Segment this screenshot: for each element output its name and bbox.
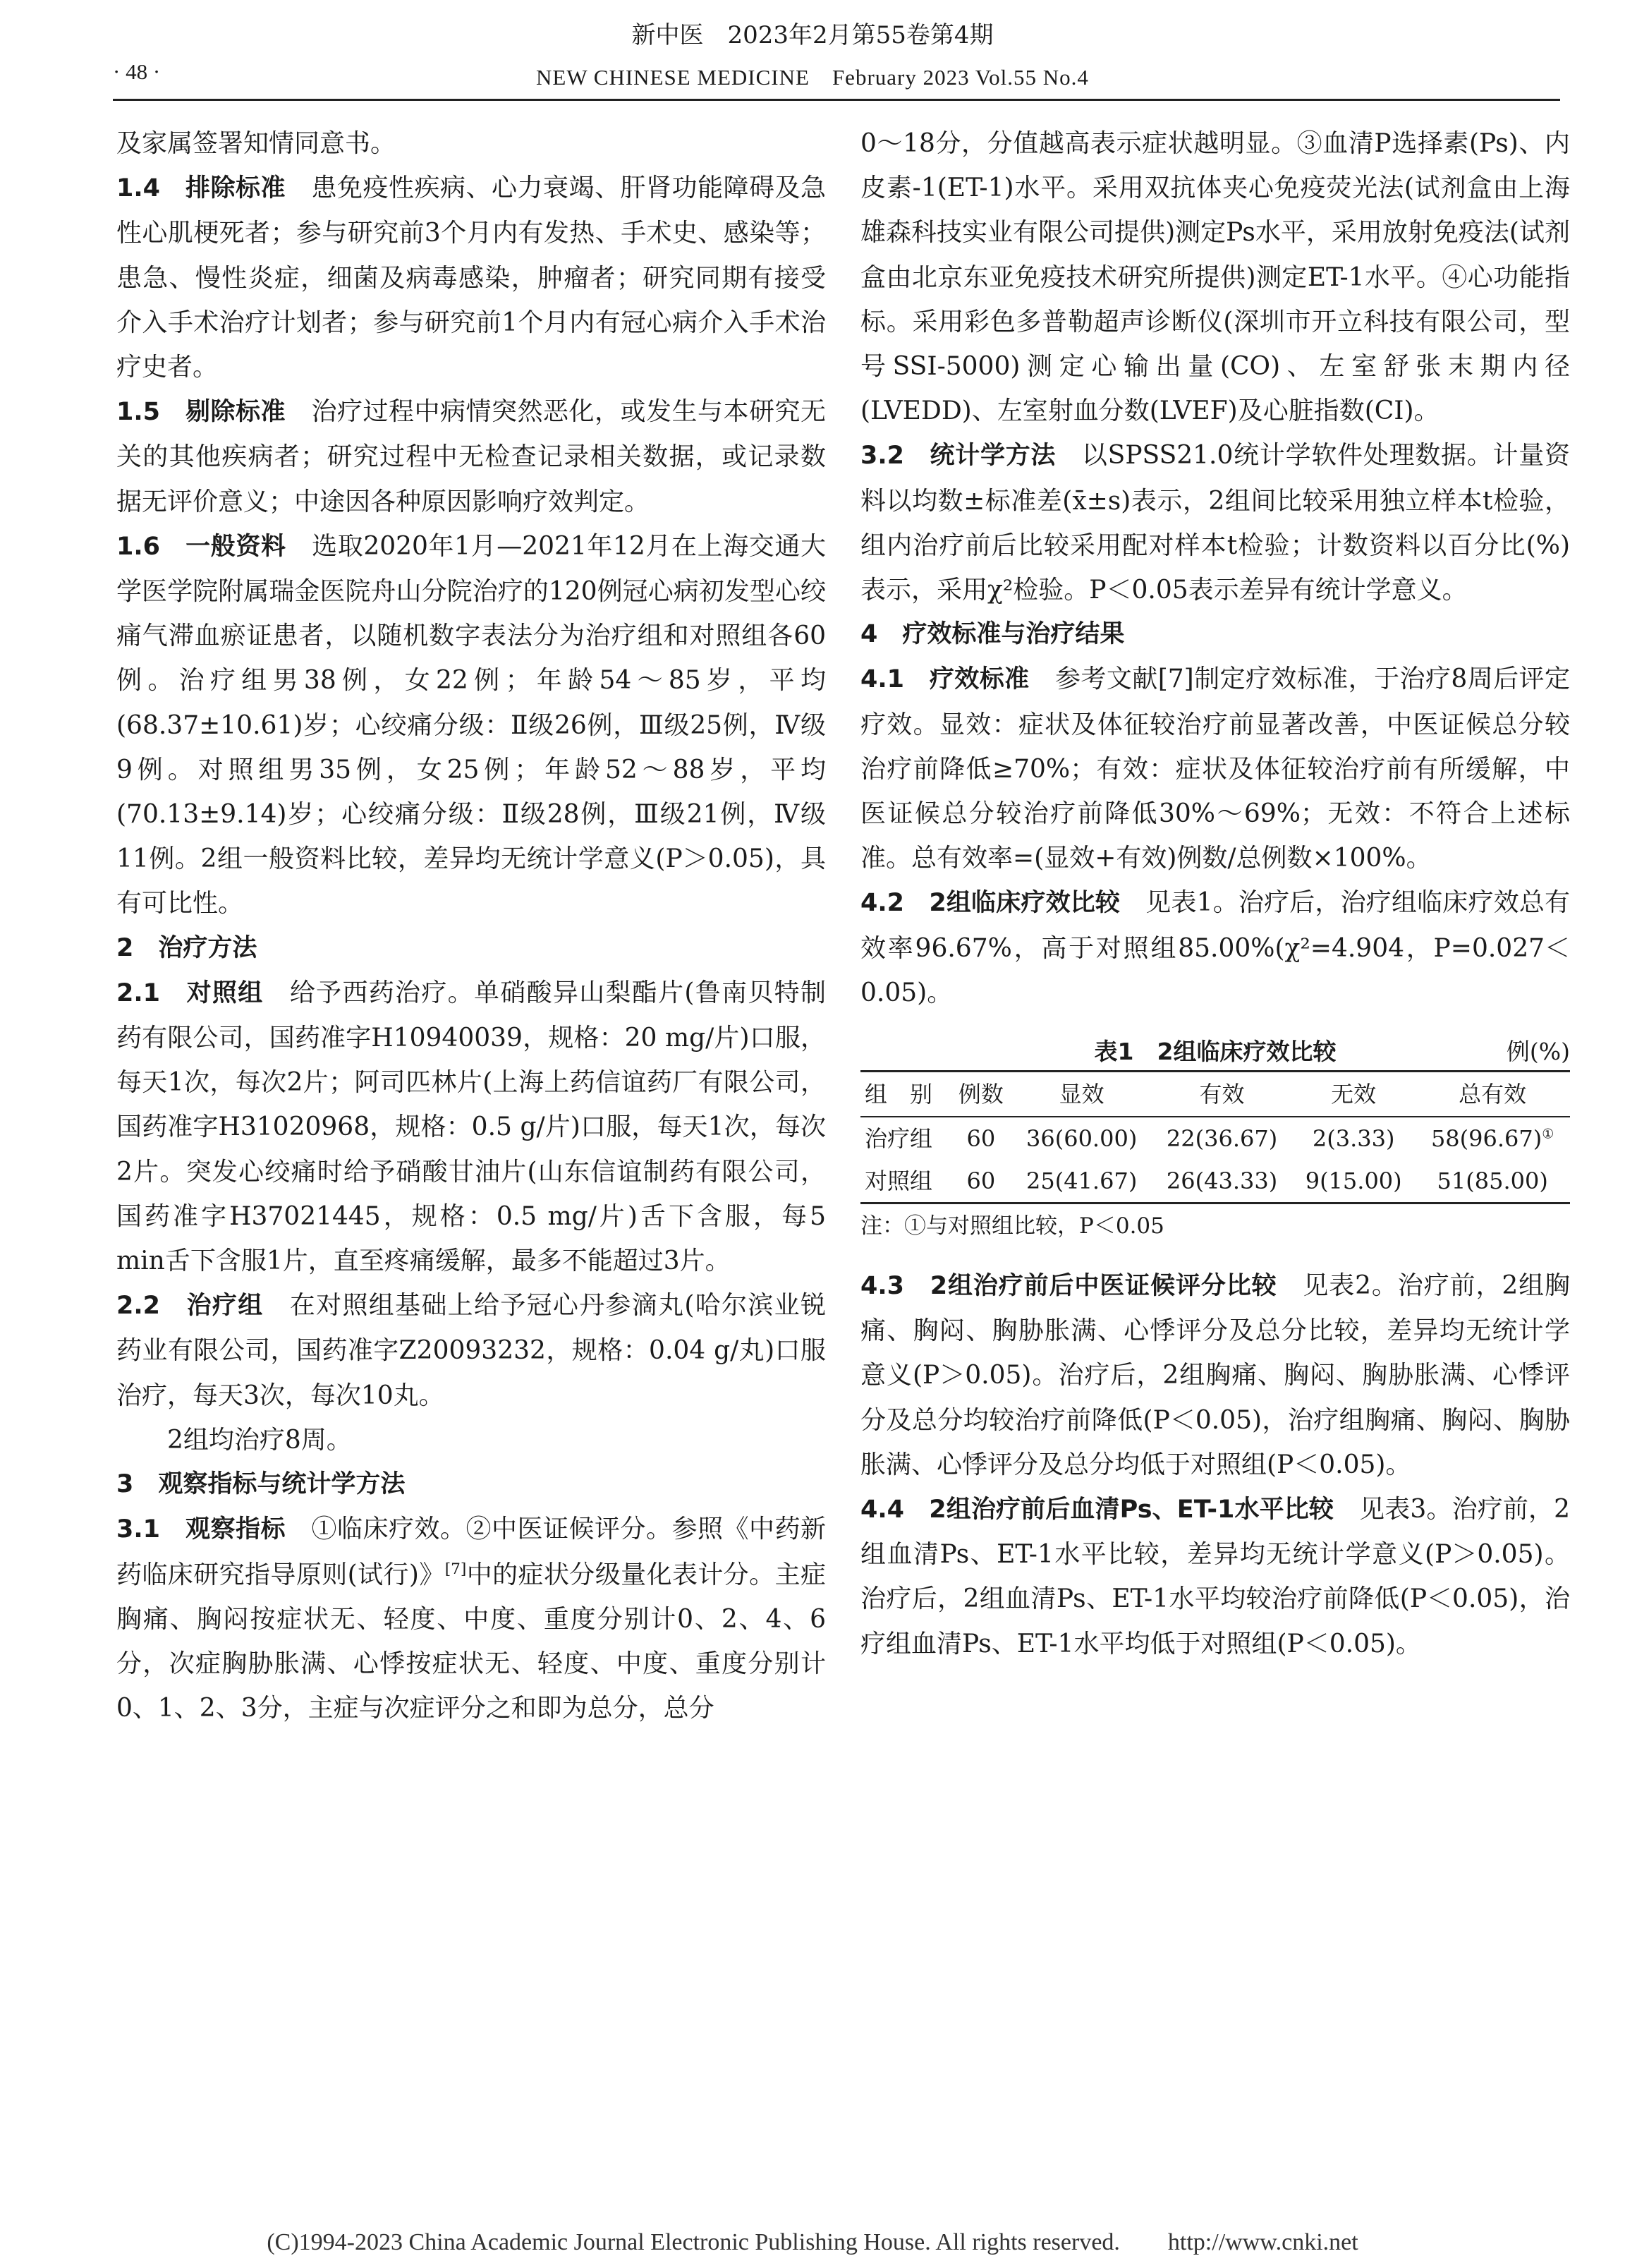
cell: 对照组 bbox=[865, 1168, 933, 1195]
section-heading: 1.5 剔除标准 bbox=[116, 398, 286, 427]
section-heading: 3.1 观察指标 bbox=[116, 1515, 286, 1544]
table-row bbox=[860, 1117, 1570, 1160]
table-row bbox=[860, 1160, 1570, 1203]
header-ineffective: 无效 bbox=[1292, 1072, 1415, 1117]
section-heading: 2.1 对照组 bbox=[116, 978, 264, 1007]
section-1-5 bbox=[116, 389, 826, 524]
header-effective: 有效 bbox=[1152, 1072, 1292, 1117]
section-heading: 2.2 治疗组 bbox=[116, 1292, 264, 1321]
cell: 60 bbox=[966, 1125, 996, 1153]
right-column bbox=[860, 121, 1570, 1666]
header-cases: 例数 bbox=[951, 1072, 1012, 1117]
paragraph: 0～18分，分值越高表示症状越明显。③血清P选择素(Ps)、内皮素-1(ET-1)水平。采用双抗体夹心免疫荧光法(试剂盒由上海雄森科技实业有限公司提供)测定Ps水平，采用放射免疫法(试剂盒由北京东亚免疫技术研究所提供)测定ET-1水平。④心功能指标。采用彩色多普勒超声诊断仪(深圳市开立科技有限公司，型号SSI-5000)测定心输出量(CO)、左室舒张末期内径(LVEDD)、左室射血分数(LVEF)及心脏指数(CI)。 bbox=[860, 129, 1570, 426]
section-2-2 bbox=[116, 1283, 826, 1418]
section-body: 以SPSS21.0统计学软件处理数据。计量资料以均数±标准差(x̄±s)表示，2组间比较采用独立样本t检验，组内治疗前后比较采用配对样本t检验；计数资料以百分比(%)表示，采用χ²检验。P＜0.05表示差异有统计学意义。 bbox=[860, 441, 1570, 605]
header-marked: 显效 bbox=[1011, 1072, 1152, 1117]
section-body: ①临床疗效。②中医证候评分。参照《中药新药临床研究指导原则(试行)》 bbox=[116, 1515, 826, 1589]
section-heading: 1.6 一般资料 bbox=[116, 532, 286, 561]
paragraph: 及家属签署知情同意书。 bbox=[116, 129, 396, 158]
section-heading-2: 2 治疗方法 bbox=[116, 933, 257, 962]
section-3-1 bbox=[116, 1507, 826, 1730]
cell bbox=[1415, 1117, 1570, 1160]
section-heading: 1.4 排除标准 bbox=[116, 174, 286, 203]
cell: 26(43.33) bbox=[1166, 1168, 1278, 1195]
section-body-cont: 中的症状分级量化表计分。主症胸痛、胸闷按症状无、轻度、中度、重度分别计0、2、4、6分，次症胸胁胀满、心悸按症状无、轻度、中度、重度分别计0、1、2、3分，主症与次症评分之和即为总分，总分 bbox=[116, 1560, 826, 1723]
section-heading: 4.4 2组治疗前后血清Ps、ET-1水平比较 bbox=[860, 1496, 1334, 1524]
section-3-2 bbox=[860, 433, 1570, 612]
cell: 9(15.00) bbox=[1305, 1168, 1402, 1195]
cell-value: 58(96.67) bbox=[1430, 1125, 1542, 1153]
section-heading-3: 3 观察指标与统计学方法 bbox=[116, 1470, 406, 1499]
efficacy-table bbox=[860, 1070, 1570, 1204]
section-1-6 bbox=[116, 524, 826, 926]
section-body: 治疗过程中病情突然恶化，或发生与本研究无关的其他疾病者；研究过程中无检查记录相关数据，或记录数据无评价意义；中途因各种原因影响疗效判定。 bbox=[116, 397, 826, 516]
section-1-4 bbox=[116, 166, 826, 389]
section-heading-4: 4 疗效标准与治疗结果 bbox=[860, 620, 1125, 649]
section-body: 见表3。治疗前，2组血清Ps、ET-1水平比较，差异均无统计学意义(P＞0.05)。治疗后，2组血清Ps、ET-1水平均较治疗前降低(P＜0.05)，治疗组血清Ps、ET-1水平均低于对照组(P＜0.05)。 bbox=[860, 1495, 1570, 1658]
reference-mark: [7] bbox=[444, 1560, 467, 1578]
left-column bbox=[116, 121, 826, 1730]
section-body: 给予西药治疗。单硝酸异山梨酯片(鲁南贝特制药有限公司，国药准字H10940039，规格：20 mg/片)口服，每天1次，每次2片；阿司匹林片(上海上药信谊药厂有限公司，国药准字H31020968，规格：0.5 g/片)口服，每天1次，每次2片。突发心绞痛时给予硝酸甘油片(山东信谊制药有限公司，国药准字H37021445，规格：0.5 mg/片)舌下含服，每5 min舌下含服1片，直至疼痛缓解，最多不能超过3片。 bbox=[116, 978, 826, 1276]
significance-mark: ① bbox=[1542, 1125, 1554, 1142]
page-number: · 48 · bbox=[113, 59, 161, 84]
cell: 36(60.00) bbox=[1026, 1125, 1138, 1153]
section-body: 见表1。治疗后，治疗组临床疗效总有效率96.67%，高于对照组85.00%(χ²=4.904，P=0.027＜0.05)。 bbox=[860, 888, 1570, 1007]
section-body: 患免疫性疾病、心力衰竭、肝肾功能障碍及急性心肌梗死者；参与研究前3个月内有发热、手术史、感染等；患急、慢性炎症，细菌及病毒感染，肿瘤者；研究同期有接受介入手术治疗计划者；参与研究前1个月内有冠心病介入手术治疗史者。 bbox=[116, 174, 826, 382]
section-4-2 bbox=[860, 880, 1570, 1015]
section-body: 见表2。治疗前，2组胸痛、胸闷、胸胁胀满、心悸评分及总分比较，差异均无统计学意义(P＞0.05)。治疗后，2组胸痛、胸闷、胸胁胀满、心悸评分及总分均较治疗前降低(P＜0.05)，治疗组胸痛、胸闷、胸胁胀满、心悸评分及总分均低于对照组(P＜0.05)。 bbox=[860, 1271, 1571, 1479]
table-caption-row bbox=[860, 1033, 1570, 1070]
table-caption: 表1 2组临床疗效比较 bbox=[1094, 1038, 1337, 1066]
header-rule bbox=[113, 99, 1560, 101]
section-body: 选取2020年1月—2021年12月在上海交通大学医学院附属瑞金医院舟山分院治疗的120例冠心病初发型心绞痛气滞血瘀证患者，以随机数字表法分为治疗组和对照组各60例。治疗组男38例，女22例；年龄54～85岁，平均(68.37±10.61)岁；心绞痛分级：Ⅱ级26例，Ⅲ级25例，Ⅳ级9例。对照组男35例，女25例；年龄52～88岁，平均(70.13±9.14)岁；心绞痛分级：Ⅱ级28例，Ⅲ级21例，Ⅳ级11例。2组一般资料比较，差异均无统计学意义(P＞0.05)，具有可比性。 bbox=[116, 531, 826, 918]
cell: 51(85.00) bbox=[1437, 1168, 1548, 1195]
journal-header-english: NEW CHINESE MEDICINE February 2023 Vol.55 No.4 bbox=[536, 65, 1089, 90]
section-4-3 bbox=[860, 1263, 1570, 1487]
table-note: 注：①与对照组比较，P＜0.05 bbox=[860, 1213, 1164, 1239]
section-heading: 4.3 2组治疗前后中医证候评分比较 bbox=[860, 1272, 1277, 1301]
section-body: 参考文献[7]制定疗效标准，于治疗8周后评定疗效。显效：症状及体征较治疗前显著改善，中医证候总分较治疗前降低≥70%；有效：症状及体征较治疗前有所缓解，中医证候总分较治疗前降低30%～69%；无效：不符合上述标准。总有效率=(显效+有效)例数/总例数×100%。 bbox=[860, 665, 1570, 873]
cell: 25(41.67) bbox=[1026, 1168, 1138, 1195]
copyright-footer: (C)1994-2023 China Academic Journal Electronic Publishing House. All rights reserved. http://www.cnki.net bbox=[267, 2229, 1358, 2255]
table-header-row bbox=[860, 1072, 1570, 1117]
cell: 治疗组 bbox=[865, 1125, 933, 1153]
table-1 bbox=[860, 1033, 1570, 1244]
cell: 60 bbox=[966, 1168, 996, 1195]
section-heading: 4.2 2组临床疗效比较 bbox=[860, 889, 1121, 918]
section-heading: 3.2 统计学方法 bbox=[860, 442, 1057, 471]
section-4-4 bbox=[860, 1487, 1570, 1666]
header-group: 组 别 bbox=[860, 1072, 951, 1117]
section-2-1 bbox=[116, 971, 826, 1283]
header-total: 总有效 bbox=[1415, 1072, 1570, 1117]
journal-header: 新中医 2023年2月第55卷第4期 bbox=[631, 21, 994, 49]
paragraph: 2组均治疗8周。 bbox=[167, 1425, 352, 1455]
cell: 2(3.33) bbox=[1312, 1125, 1395, 1153]
section-4-1 bbox=[860, 657, 1570, 880]
cell: 22(36.67) bbox=[1166, 1125, 1278, 1153]
section-heading: 4.1 疗效标准 bbox=[860, 665, 1030, 694]
section-body: 在对照组基础上给予冠心丹参滴丸(哈尔滨业锐药业有限公司，国药准字Z20093232，规格：0.04 g/丸)口服治疗，每天3次，每次10丸。 bbox=[116, 1291, 826, 1410]
table-unit: 例(%) bbox=[1506, 1038, 1570, 1066]
